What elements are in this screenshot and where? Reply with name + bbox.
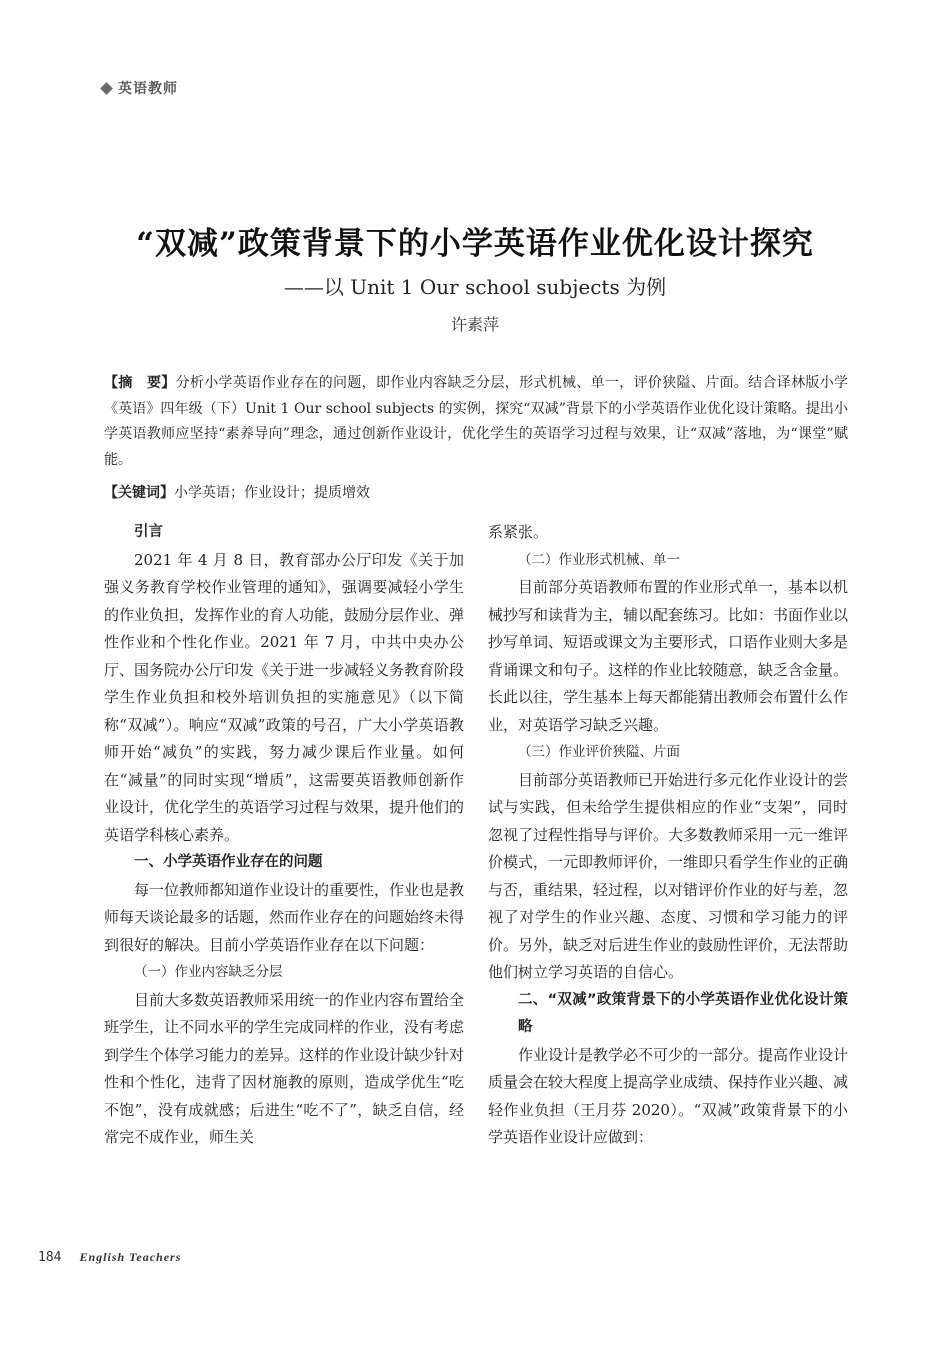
keywords (104, 481, 848, 506)
section2-heading: 二、“双减”政策背景下的小学英语作业优化设计策略 (518, 991, 848, 1035)
continuation-text: 系紧张。 (488, 523, 549, 541)
sub2-heading: （二）作业形式机械、单一 (518, 551, 680, 568)
article-subtitle: ——以 Unit 1 Our school subjects 为例 (283, 275, 667, 299)
keywords-text: 小学英语；作业设计；提质增效 (174, 485, 370, 501)
article-author: 许素萍 (450, 315, 499, 334)
abstract-label: 【摘 要】 (104, 375, 176, 391)
sub1-heading: （一）作业内容缺乏分层 (134, 964, 283, 980)
page-footer (38, 1250, 181, 1265)
journal-name: English Teachers (79, 1250, 182, 1264)
right-column (488, 519, 848, 1152)
section1-heading: 一、小学英语作业存在的问题 (134, 854, 323, 870)
section2-paragraph: 作业设计是教学必不可少的一部分。提高作业设计质量会在较大程度上提高学业成绩、保持作业兴趣、减轻作业负担（王月芬 2020）。“双减”政策背景下的小学英语作业设计应做到： (488, 1045, 849, 1146)
running-header (102, 78, 178, 98)
sub2-paragraph: 目前部分英语教师布置的作业形式单一，基本以机械抄写和读背为主，辅以配套练习。比如：书面作业以抄写单词、短语或课文为主要形式，口语作业则大多是背诵课文和句子。这样的作业比较随意，缺乏含金量。长此以往，学生基本上每天都能猜出教师会布置什么作业，对英语学习缺乏兴趣。 (488, 578, 849, 734)
intro-paragraph: 2021 年 4 月 8 日，教育部办公厅印发《关于加强义务教育学校作业管理的通知》，强调要减轻小学生的作业负担，发挥作业的育人功能，鼓励分层作业、弹性作业和个性化作业。2021 年 7 月，中共中央办公厅、国务院办公厅印发《关于进一步减轻义务教育阶段学生作业负担和校外培训负担的实施意见》（以下简称“双减”）。响应“双减”政策的号召，广大小学英语教师开始“减负”的实践，努力减少课后作业量。如何在“减量”的同时实现“增质”，这需要英语教师创新作业设计，优化学生的英语学习过程与效果，提升他们的英语学科核心素养。 (104, 550, 465, 844)
keywords-label: 【关键词】 (104, 485, 174, 501)
diamond-icon (100, 82, 113, 95)
left-column (104, 519, 464, 1152)
section1-paragraph: 每一位教师都知道作业设计的重要性，作业也是教师每天谈论最多的话题，然而作业存在的问题始终未得到很好的解决。目前小学英语作业存在以下问题： (104, 880, 465, 954)
section-label: 英语教师 (118, 81, 178, 97)
page-number: 184 (38, 1250, 62, 1265)
abstract (104, 371, 848, 473)
sub3-paragraph: 目前部分英语教师已开始进行多元化作业设计的尝试与实践，但未给学生提供相应的作业“支架”，同时忽视了过程性指导与评价。大多数教师采用一元一维评价模式，一元即教师评价，一维即只看学生作业的正确与否，重结果，轻过程，以对错评价作业的好与差，忽视了对学生的作业兴趣、态度、习惯和学习能力的评价。另外，缺乏对后进生作业的鼓励性评价，无法帮助他们树立学习英语的自信心。 (488, 770, 849, 981)
abstract-text: 分析小学英语作业存在的问题，即作业内容缺乏分层，形式机械、单一，评价狭隘、片面。结合译林版小学《英语》四年级（下）Unit 1 Our school subjects 的实例，探究“双减”背景下的小学英语作业优化设计策略。提出小学英语教师应坚持“素养导向”理念，通过创新作业设计，优化学生的英语学习过程与效果，让“双减”落地，为“课堂”赋能。 (104, 375, 849, 468)
intro-heading: 引言 (134, 524, 163, 540)
sub1-paragraph: 目前大多数英语教师采用统一的作业内容布置给全班学生，让不同水平的学生完成同样的作业，没有考虑到学生个体学习能力的差异。这样的作业设计缺少针对性和个性化，违背了因材施教的原则，造成学优生“吃不饱”，没有成就感；后进生“吃不了”，缺乏自信，经常完不成作业，师生关 (104, 990, 465, 1146)
sub3-heading: （三）作业评价狭隘、片面 (518, 744, 680, 760)
article-title: “双减”政策背景下的小学英语作业优化设计探究 (136, 226, 814, 262)
